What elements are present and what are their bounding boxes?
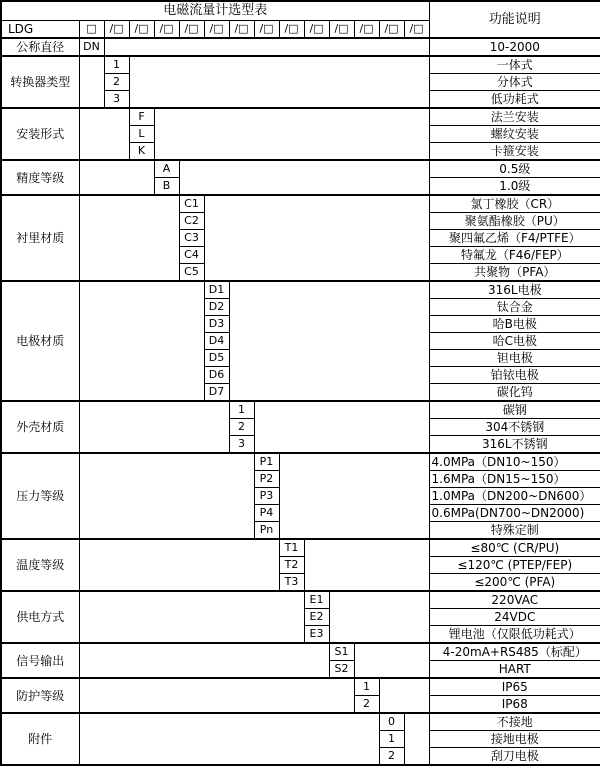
desc-cell: 0.5级 — [429, 160, 600, 178]
desc-cell: 氯丁橡胶（CR） — [429, 195, 600, 213]
desc-cell: 24VDC — [429, 609, 600, 626]
desc-cell: 316L不锈钢 — [429, 436, 600, 454]
code-cell: 2 — [229, 419, 254, 436]
section-label: 电极材质 — [1, 281, 79, 401]
code-cell: 1 — [104, 56, 129, 74]
desc-cell: 1.0MPa（DN200~DN600） — [429, 488, 600, 505]
table-row — [1, 281, 600, 299]
code-cell: D6 — [204, 367, 229, 384]
desc-cell: ≤200℃ (PFA) — [429, 574, 600, 592]
section-label: 防护等级 — [1, 678, 79, 713]
desc-cell: 卡箍安装 — [429, 143, 600, 161]
table-row — [1, 401, 600, 419]
spacer — [79, 539, 279, 591]
desc-cell: 220VAC — [429, 591, 600, 609]
desc-cell: 0.6MPa(DN700~DN2000) — [429, 505, 600, 522]
desc-cell: 钛合金 — [429, 299, 600, 316]
table-row — [1, 195, 600, 213]
desc-cell: 聚四氟乙烯（F4/PTFE） — [429, 230, 600, 247]
code-cell: E1 — [304, 591, 329, 609]
desc-cell: HART — [429, 661, 600, 679]
code-cell: P1 — [254, 453, 279, 471]
spacer — [354, 643, 429, 678]
desc-cell: 不接地 — [429, 713, 600, 731]
spacer — [379, 678, 429, 713]
model-box-slot: /□ — [104, 21, 129, 39]
spacer — [79, 160, 154, 195]
spacer — [179, 160, 429, 195]
code-cell: 2 — [379, 748, 404, 766]
code-cell: A — [154, 160, 179, 178]
spacer — [79, 678, 354, 713]
model-box-first: □ — [79, 21, 104, 39]
desc-cell: ≤120℃ (PTEP/FEP) — [429, 557, 600, 574]
code-cell: DN — [79, 38, 104, 56]
model-box-slot: /□ — [229, 21, 254, 39]
spacer — [79, 591, 304, 643]
code-cell: P4 — [254, 505, 279, 522]
section-label: 转换器类型 — [1, 56, 79, 108]
desc-cell: 10-2000 — [429, 38, 600, 56]
code-cell: C5 — [179, 264, 204, 282]
code-cell: P2 — [254, 471, 279, 488]
model-box-slot: /□ — [179, 21, 204, 39]
code-cell: D3 — [204, 316, 229, 333]
code-cell: F — [129, 108, 154, 126]
code-cell: 3 — [104, 91, 129, 109]
table-row — [1, 643, 600, 661]
desc-cell: 特氟龙（F46/FEP） — [429, 247, 600, 264]
section-label: 温度等级 — [1, 539, 79, 591]
desc-cell: IP65 — [429, 678, 600, 696]
code-cell: K — [129, 143, 154, 161]
model-prefix: LDG — [1, 21, 79, 39]
code-cell: D4 — [204, 333, 229, 350]
desc-cell: 钽电极 — [429, 350, 600, 367]
table-row — [1, 539, 600, 557]
spacer — [79, 453, 254, 539]
code-cell: T3 — [279, 574, 304, 592]
code-cell: T2 — [279, 557, 304, 574]
desc-cell: 4-20mA+RS485（标配） — [429, 643, 600, 661]
section-label: 安装形式 — [1, 108, 79, 160]
desc-cell: 铂铱电极 — [429, 367, 600, 384]
code-cell: P3 — [254, 488, 279, 505]
code-cell: C4 — [179, 247, 204, 264]
desc-cell: 共聚物（PFA） — [429, 264, 600, 282]
model-box-slot: /□ — [304, 21, 329, 39]
section-label: 信号输出 — [1, 643, 79, 678]
model-box-slot: /□ — [254, 21, 279, 39]
function-column-header: 功能说明 — [429, 1, 600, 38]
code-cell: D7 — [204, 384, 229, 402]
section-label: 衬里材质 — [1, 195, 79, 281]
code-cell: 2 — [354, 696, 379, 714]
desc-cell: 特殊定制 — [429, 522, 600, 540]
spacer — [254, 401, 429, 453]
code-cell: B — [154, 178, 179, 196]
code-cell: 0 — [379, 713, 404, 731]
desc-cell: 分体式 — [429, 74, 600, 91]
spacer — [79, 56, 104, 108]
model-box-slot: /□ — [154, 21, 179, 39]
code-cell: C2 — [179, 213, 204, 230]
section-label: 精度等级 — [1, 160, 79, 195]
table-row — [1, 678, 600, 696]
model-box-slot: /□ — [129, 21, 154, 39]
desc-cell: IP68 — [429, 696, 600, 714]
spacer — [79, 108, 129, 160]
spacer — [204, 195, 429, 281]
code-cell: T1 — [279, 539, 304, 557]
desc-cell: 哈C电极 — [429, 333, 600, 350]
code-cell: 1 — [379, 731, 404, 748]
spacer — [79, 643, 329, 678]
table-row — [1, 56, 600, 74]
model-box-slot: /□ — [404, 21, 429, 39]
spacer — [404, 713, 429, 765]
spacer — [129, 56, 429, 108]
spacer — [154, 108, 429, 160]
code-cell: E2 — [304, 609, 329, 626]
section-label: 公称直径 — [1, 38, 79, 56]
table-row — [1, 160, 600, 178]
spacer — [279, 453, 429, 539]
code-cell: S1 — [329, 643, 354, 661]
code-cell: 1 — [354, 678, 379, 696]
model-box-slot: /□ — [279, 21, 304, 39]
section-label: 压力等级 — [1, 453, 79, 539]
section-label: 外壳材质 — [1, 401, 79, 453]
desc-cell: 聚氨酯橡胶（PU） — [429, 213, 600, 230]
desc-cell: 一体式 — [429, 56, 600, 74]
desc-cell: 螺纹安装 — [429, 126, 600, 143]
section-label: 附件 — [1, 713, 79, 765]
code-cell: Pn — [254, 522, 279, 540]
spacer — [79, 195, 179, 281]
table-title: 电磁流量计选型表 — [1, 1, 429, 21]
code-cell: 2 — [104, 74, 129, 91]
code-cell: S2 — [329, 661, 354, 679]
model-box-slot: /□ — [329, 21, 354, 39]
desc-cell: 304不锈钢 — [429, 419, 600, 436]
desc-cell: 刮刀电极 — [429, 748, 600, 766]
table-row — [1, 453, 600, 471]
code-cell: 3 — [229, 436, 254, 454]
model-box-slot: /□ — [379, 21, 404, 39]
table-row — [1, 591, 600, 609]
spacer — [79, 713, 379, 765]
desc-cell: 哈B电极 — [429, 316, 600, 333]
desc-cell: 低功耗式 — [429, 91, 600, 109]
nominal-diameter-row — [1, 38, 600, 56]
desc-cell: 4.0MPa（DN10~150） — [429, 453, 600, 471]
desc-cell: 法兰安装 — [429, 108, 600, 126]
code-cell: L — [129, 126, 154, 143]
table-row — [1, 108, 600, 126]
spacer — [104, 38, 429, 56]
desc-cell: 碳钢 — [429, 401, 600, 419]
spacer — [229, 281, 429, 401]
spacer — [304, 539, 429, 591]
code-cell: C3 — [179, 230, 204, 247]
desc-cell: ≤80℃ (CR/PU) — [429, 539, 600, 557]
section-label: 供电方式 — [1, 591, 79, 643]
spacer — [329, 591, 429, 643]
code-cell: E3 — [304, 626, 329, 644]
code-cell: D1 — [204, 281, 229, 299]
model-box-slot: /□ — [204, 21, 229, 39]
code-cell: D2 — [204, 299, 229, 316]
desc-cell: 1.6MPa（DN15~150） — [429, 471, 600, 488]
desc-cell: 接地电极 — [429, 731, 600, 748]
desc-cell: 1.0级 — [429, 178, 600, 196]
spacer — [79, 401, 229, 453]
code-cell: C1 — [179, 195, 204, 213]
model-box-slot: /□ — [354, 21, 379, 39]
code-cell: 1 — [229, 401, 254, 419]
code-cell: D5 — [204, 350, 229, 367]
desc-cell: 碳化钨 — [429, 384, 600, 402]
desc-cell: 316L电极 — [429, 281, 600, 299]
spacer — [79, 281, 204, 401]
desc-cell: 锂电池（仅限低功耗式） — [429, 626, 600, 644]
